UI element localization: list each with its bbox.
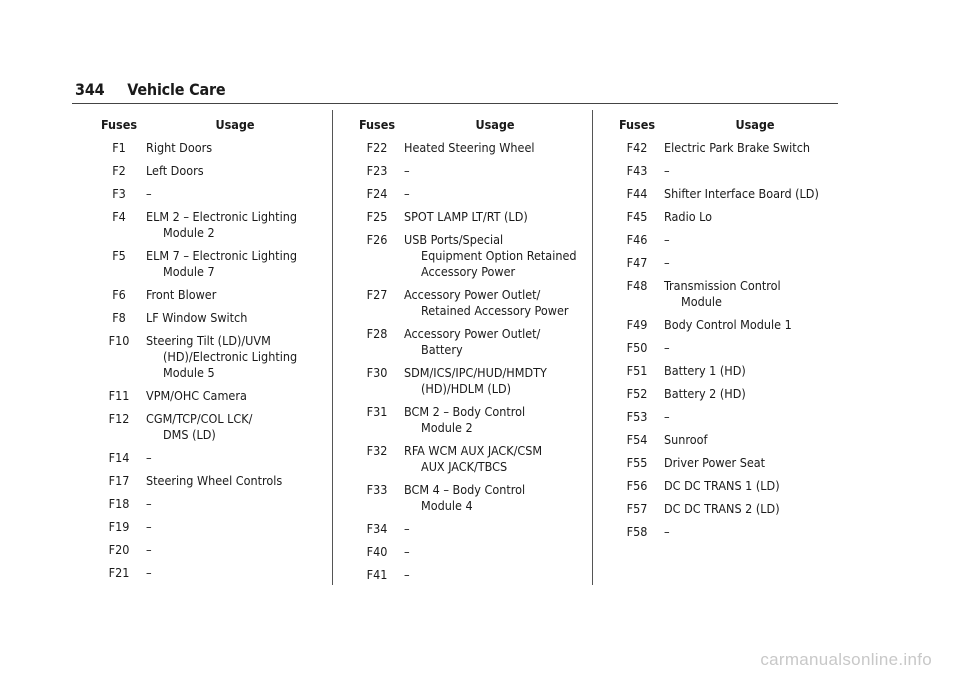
- fuse-usage: [664, 255, 846, 271]
- table-row: [92, 140, 324, 156]
- fuse-usage: [664, 501, 846, 517]
- usage-line: DMS (LD): [163, 427, 216, 442]
- fuse-id: F42: [626, 140, 648, 155]
- fuse-id: F54: [626, 432, 648, 447]
- fuse-id: F51: [626, 363, 648, 378]
- table-row: [610, 386, 846, 402]
- fuse-usage: [664, 209, 846, 225]
- fuse-usage: [404, 287, 586, 319]
- fuse-id: F10: [108, 333, 130, 348]
- fuse-usage: [146, 163, 324, 179]
- fuse-id: F49: [626, 317, 648, 332]
- page-header: [75, 80, 225, 99]
- fuse-usage: [146, 209, 324, 241]
- fuse-usage: [146, 248, 324, 280]
- fuse-usage: [146, 496, 324, 512]
- fuse-table-column-1: [92, 117, 324, 588]
- fuse-usage: [404, 232, 586, 280]
- usage-line: Module 4: [421, 498, 473, 513]
- usage-line: Module 7: [163, 264, 215, 279]
- table-row: [350, 443, 586, 475]
- table-row: [350, 521, 586, 537]
- fuse-id: F32: [366, 443, 388, 458]
- section-title: Vehicle Care: [127, 80, 226, 99]
- fuse-usage: [404, 544, 586, 560]
- table-row: [92, 565, 324, 581]
- fuse-table-column-2: [350, 117, 586, 590]
- usage-line: ELM 2 – Electronic Lighting: [146, 209, 297, 224]
- fuse-id: F25: [366, 209, 388, 224]
- fuse-usage: [146, 186, 324, 202]
- usage-line: Front Blower: [146, 287, 217, 302]
- table-row: [610, 186, 846, 202]
- usage-line: Radio Lo: [664, 209, 713, 224]
- table-row: [610, 163, 846, 179]
- fuse-id: F21: [108, 565, 130, 580]
- usage-line: –: [664, 255, 670, 270]
- column-divider-1: [332, 110, 333, 585]
- fuse-id: F26: [366, 232, 388, 247]
- fuse-id: F14: [108, 450, 130, 465]
- table-header: [610, 117, 846, 133]
- table-row: [350, 287, 586, 319]
- fuse-usage: [404, 209, 586, 225]
- fuse-id: F41: [366, 567, 388, 582]
- fuse-usage: [664, 455, 846, 471]
- fuse-id: F11: [108, 388, 130, 403]
- usage-line: Steering Tilt (LD)/UVM: [146, 333, 271, 348]
- table-row: [610, 432, 846, 448]
- usage-line: CGM/TCP/COL LCK/: [146, 411, 253, 426]
- usage-line: –: [404, 567, 410, 582]
- fuse-usage: [146, 140, 324, 156]
- fuse-usage: [404, 482, 586, 514]
- table-row: [92, 542, 324, 558]
- usage-line: Transmission Control: [664, 278, 781, 293]
- table-row: [610, 232, 846, 248]
- fuse-id: F57: [626, 501, 648, 516]
- usage-line: –: [146, 565, 152, 580]
- usage-line: –: [664, 524, 670, 539]
- usage-line: Body Control Module 1: [664, 317, 792, 332]
- usage-line: –: [146, 542, 152, 557]
- usage-line: Battery 1 (HD): [664, 363, 746, 378]
- usage-line: Right Doors: [146, 140, 213, 155]
- table-row: [92, 248, 324, 280]
- fuse-id: F44: [626, 186, 648, 201]
- table-row: [350, 186, 586, 202]
- table-header: [350, 117, 586, 133]
- fuse-usage: [664, 140, 846, 156]
- table-row: [350, 365, 586, 397]
- fuse-id: F19: [108, 519, 130, 534]
- table-row: [350, 544, 586, 560]
- table-row: [350, 482, 586, 514]
- usage-line: Accessory Power: [421, 264, 516, 279]
- usage-line: Accessory Power Outlet/: [404, 287, 541, 302]
- fuse-id: F4: [112, 209, 126, 224]
- usage-line: Shifter Interface Board (LD): [664, 186, 819, 201]
- usage-line: VPM/OHC Camera: [146, 388, 247, 403]
- usage-line: –: [404, 186, 410, 201]
- table-row: [92, 496, 324, 512]
- usage-line: –: [404, 544, 410, 559]
- table-header: [92, 117, 324, 133]
- fuse-usage: [664, 386, 846, 402]
- fuse-usage: [146, 450, 324, 466]
- usage-line: –: [404, 163, 410, 178]
- page-number: 344: [75, 80, 105, 99]
- fuse-usage: [664, 409, 846, 425]
- fuse-usage: [664, 432, 846, 448]
- table-row: [92, 310, 324, 326]
- table-row: [610, 278, 846, 310]
- usage-line: –: [664, 163, 670, 178]
- usage-line: Retained Accessory Power: [421, 303, 569, 318]
- table-row: [350, 140, 586, 156]
- fuse-id: F17: [108, 473, 130, 488]
- usage-line: –: [664, 409, 670, 424]
- usage-line: Equipment Option Retained: [421, 248, 577, 263]
- fuse-usage: [146, 388, 324, 404]
- fuse-usage: [664, 232, 846, 248]
- fuse-usage: [404, 163, 586, 179]
- usage-line: (HD)/HDLM (LD): [421, 381, 512, 396]
- table-row: [610, 317, 846, 333]
- usage-line: AUX JACK/TBCS: [421, 459, 508, 474]
- fuse-usage: [664, 340, 846, 356]
- fuse-id: F43: [626, 163, 648, 178]
- fuse-id: F58: [626, 524, 648, 539]
- fuse-id: F52: [626, 386, 648, 401]
- table-row: [92, 287, 324, 303]
- fuse-id: F48: [626, 278, 648, 293]
- table-row: [92, 209, 324, 241]
- table-row: [610, 340, 846, 356]
- fuse-usage: [146, 542, 324, 558]
- fuse-usage: [664, 163, 846, 179]
- usage-line: Battery 2 (HD): [664, 386, 746, 401]
- table-row: [610, 363, 846, 379]
- fuse-usage: [664, 278, 846, 310]
- usage-line: USB Ports/Special: [404, 232, 504, 247]
- fuse-id: F33: [366, 482, 388, 497]
- fuse-usage: [146, 333, 324, 381]
- fuse-usage: [664, 317, 846, 333]
- table-row: [350, 404, 586, 436]
- fuses-header: Fuses: [358, 117, 396, 132]
- usage-line: Heated Steering Wheel: [404, 140, 535, 155]
- usage-line: BCM 4 – Body Control: [404, 482, 526, 497]
- table-row: [350, 567, 586, 583]
- table-row: [350, 326, 586, 358]
- fuse-id: F28: [366, 326, 388, 341]
- table-row: [350, 232, 586, 280]
- usage-line: DC DC TRANS 1 (LD): [664, 478, 780, 493]
- usage-header: Usage: [215, 117, 255, 132]
- fuse-id: F24: [366, 186, 388, 201]
- fuse-usage: [664, 524, 846, 540]
- fuse-usage: [146, 473, 324, 489]
- usage-line: –: [404, 521, 410, 536]
- table-row: [610, 524, 846, 540]
- fuse-usage: [404, 404, 586, 436]
- usage-line: RFA WCM AUX JACK/CSM: [404, 443, 543, 458]
- table-row: [92, 163, 324, 179]
- column-divider-2: [592, 110, 593, 585]
- usage-line: –: [146, 519, 152, 534]
- usage-line: BCM 2 – Body Control: [404, 404, 526, 419]
- usage-line: –: [664, 232, 670, 247]
- fuse-id: F22: [366, 140, 388, 155]
- fuse-usage: [404, 567, 586, 583]
- fuse-usage: [404, 521, 586, 537]
- usage-line: Left Doors: [146, 163, 204, 178]
- fuse-id: F2: [112, 163, 126, 178]
- usage-line: Driver Power Seat: [664, 455, 766, 470]
- usage-line: –: [664, 340, 670, 355]
- fuse-id: F31: [366, 404, 388, 419]
- table-row: [350, 163, 586, 179]
- table-row: [92, 473, 324, 489]
- usage-header: Usage: [475, 117, 515, 132]
- table-row: [350, 209, 586, 225]
- fuse-id: F55: [626, 455, 648, 470]
- fuse-id: F50: [626, 340, 648, 355]
- usage-line: ELM 7 – Electronic Lighting: [146, 248, 297, 263]
- usage-line: Module 2: [163, 225, 215, 240]
- usage-line: SPOT LAMP LT/RT (LD): [404, 209, 528, 224]
- fuse-id: F6: [112, 287, 126, 302]
- table-row: [610, 478, 846, 494]
- usage-line: SDM/ICS/IPC/HUD/HMDTY: [404, 365, 547, 380]
- fuse-id: F56: [626, 478, 648, 493]
- fuse-usage: [146, 310, 324, 326]
- header-rule: [72, 103, 838, 104]
- fuse-id: F45: [626, 209, 648, 224]
- table-row: [610, 455, 846, 471]
- fuse-usage: [146, 287, 324, 303]
- fuse-id: F40: [366, 544, 388, 559]
- fuse-usage: [146, 565, 324, 581]
- table-row: [610, 140, 846, 156]
- fuse-id: F12: [108, 411, 130, 426]
- usage-line: Sunroof: [664, 432, 708, 447]
- fuse-usage: [404, 443, 586, 475]
- fuse-id: F1: [112, 140, 126, 155]
- table-row: [92, 333, 324, 381]
- fuse-id: F47: [626, 255, 648, 270]
- fuse-usage: [146, 519, 324, 535]
- fuse-table-column-3: [610, 117, 846, 547]
- usage-line: –: [146, 186, 152, 201]
- fuse-usage: [404, 326, 586, 358]
- fuse-id: F53: [626, 409, 648, 424]
- fuse-usage: [404, 365, 586, 397]
- usage-line: –: [146, 496, 152, 511]
- fuses-header: Fuses: [618, 117, 656, 132]
- table-row: [92, 450, 324, 466]
- fuse-usage: [404, 186, 586, 202]
- fuses-header: Fuses: [100, 117, 138, 132]
- usage-line: Electric Park Brake Switch: [664, 140, 811, 155]
- fuse-id: F46: [626, 232, 648, 247]
- table-row: [610, 501, 846, 517]
- table-row: [610, 255, 846, 271]
- fuse-usage: [664, 186, 846, 202]
- usage-line: DC DC TRANS 2 (LD): [664, 501, 780, 516]
- fuse-id: F23: [366, 163, 388, 178]
- usage-line: Accessory Power Outlet/: [404, 326, 541, 341]
- usage-line: (HD)/Electronic Lighting: [163, 349, 298, 364]
- table-row: [92, 519, 324, 535]
- usage-line: Battery: [421, 342, 463, 357]
- fuse-id: F18: [108, 496, 130, 511]
- usage-line: Module 2: [421, 420, 473, 435]
- fuse-id: F3: [112, 186, 126, 201]
- table-row: [92, 388, 324, 404]
- table-row: [610, 409, 846, 425]
- fuse-usage: [664, 478, 846, 494]
- fuse-usage: [664, 363, 846, 379]
- fuse-id: F5: [112, 248, 126, 263]
- table-row: [610, 209, 846, 225]
- fuse-id: F30: [366, 365, 388, 380]
- usage-line: LF Window Switch: [146, 310, 248, 325]
- usage-header: Usage: [735, 117, 775, 132]
- usage-line: Steering Wheel Controls: [146, 473, 283, 488]
- usage-line: –: [146, 450, 152, 465]
- fuse-id: F20: [108, 542, 130, 557]
- table-row: [92, 411, 324, 443]
- table-row: [92, 186, 324, 202]
- fuse-usage: [146, 411, 324, 443]
- fuse-id: F8: [112, 310, 126, 325]
- fuse-id: F27: [366, 287, 388, 302]
- usage-line: Module: [681, 294, 722, 309]
- watermark: carmanualsonline.info: [760, 650, 932, 669]
- usage-line: Module 5: [163, 365, 215, 380]
- fuse-id: F34: [366, 521, 388, 536]
- fuse-usage: [404, 140, 586, 156]
